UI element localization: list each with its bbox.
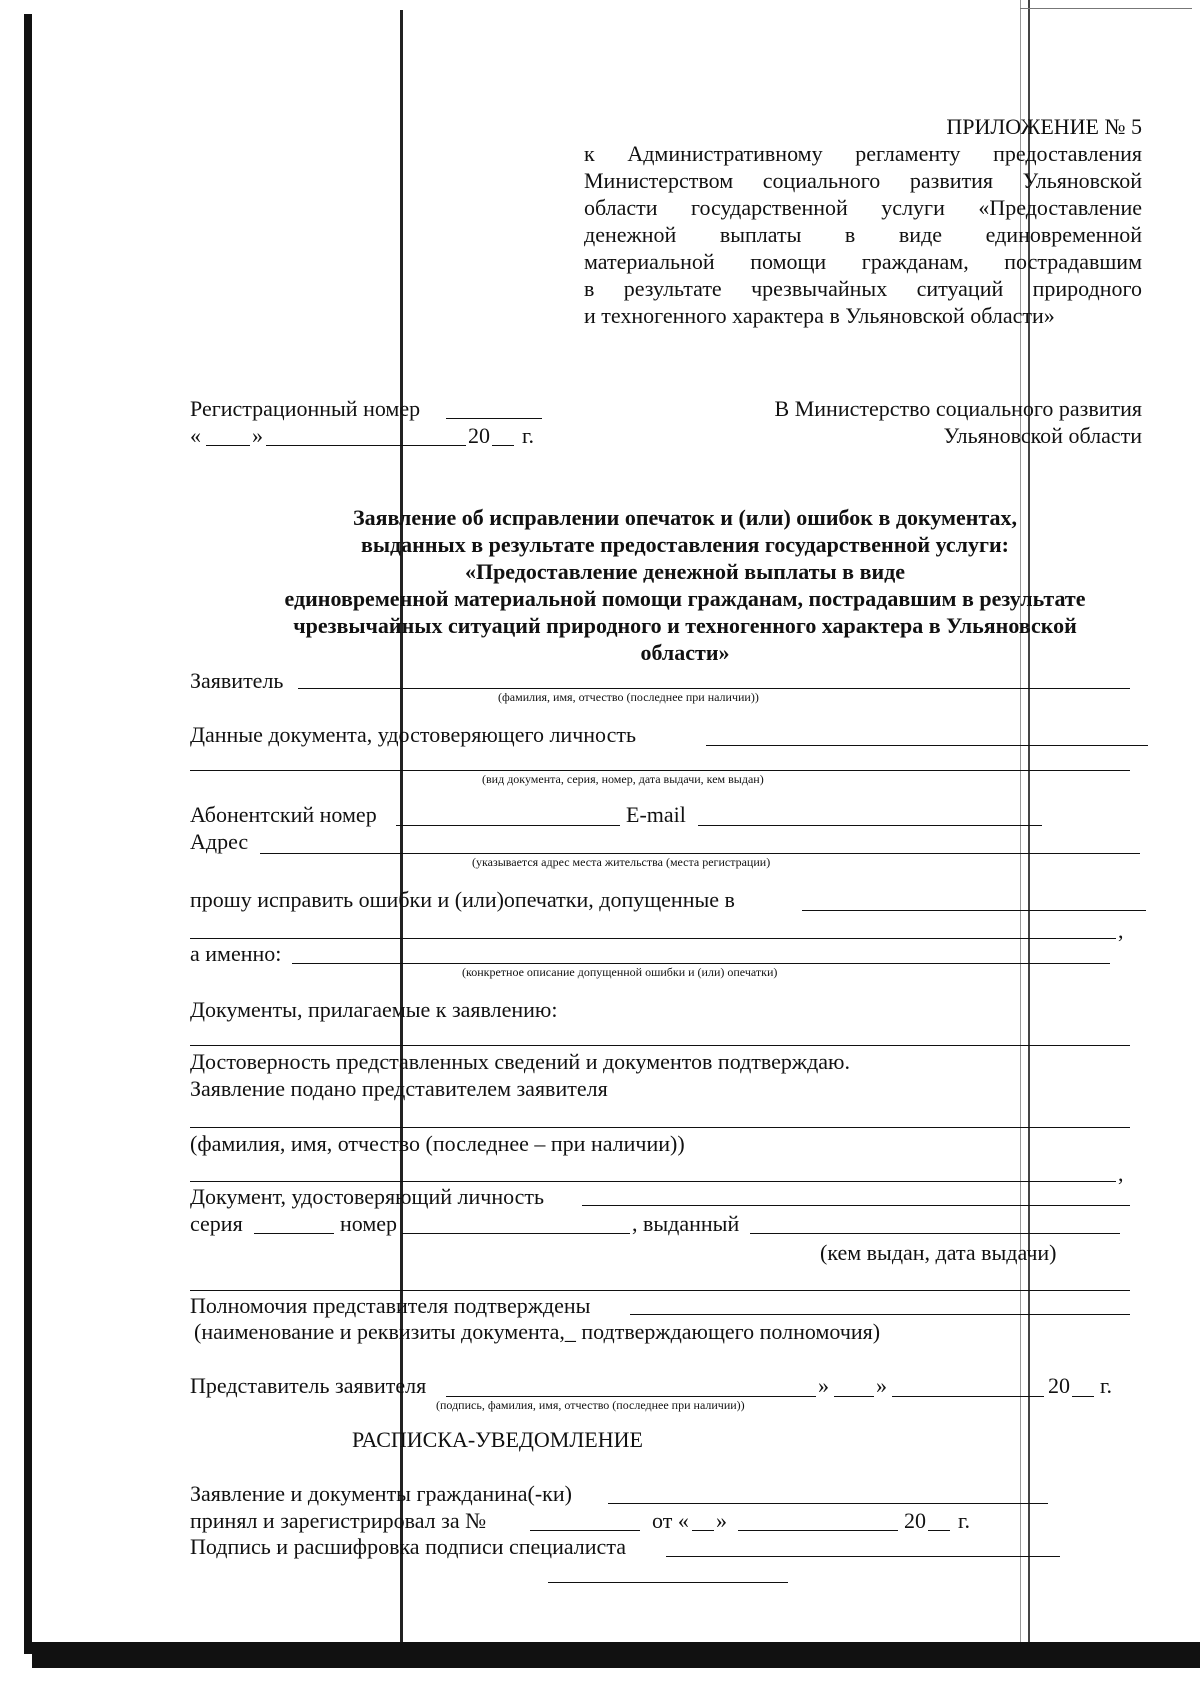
- registration-year-field[interactable]: [492, 445, 514, 446]
- receipt-number-field[interactable]: [530, 1530, 640, 1531]
- heading-line: «Предоставление денежной выплаты в виде: [464, 559, 906, 584]
- request-comma: ,: [1118, 918, 1124, 943]
- rep-sign-label: Представитель заявителя: [190, 1373, 427, 1398]
- issued-label: , выданный: [632, 1211, 740, 1236]
- id-doc-hint: (вид документа, серия, номер, дата выдачи, кем выдан): [482, 772, 764, 786]
- confirm-text: Достоверность представленных сведений и документов подтверждаю.: [190, 1049, 850, 1074]
- registration-year: 20: [468, 423, 490, 448]
- address-field[interactable]: [260, 853, 1140, 854]
- applicant-field[interactable]: [298, 688, 1130, 689]
- rep-doc-field[interactable]: [582, 1205, 1130, 1206]
- heading-line: выданных в результате предоставления государственной услуги:: [360, 532, 1009, 557]
- receipt-year: 20: [904, 1508, 926, 1533]
- attachments-field[interactable]: [190, 1045, 1130, 1046]
- registration-date-open: «: [190, 423, 201, 448]
- receipt-title: РАСПИСКА-УВЕДОМЛЕНИЕ: [352, 1427, 643, 1452]
- phone-field[interactable]: [396, 825, 620, 826]
- namely-label: а именно:: [190, 941, 282, 966]
- appendix-body: [584, 140, 1142, 329]
- request-field-2[interactable]: [190, 938, 1116, 939]
- issued-field-2[interactable]: [190, 1290, 1130, 1291]
- receipt-year-suffix: г.: [958, 1508, 971, 1533]
- heading-line: Заявление об исправлении опечаток и (или) ошибок в документах,: [352, 505, 1018, 530]
- issued-hint: (кем выдан, дата выдачи): [820, 1240, 1057, 1265]
- rep-sign-month-field[interactable]: [892, 1396, 1044, 1397]
- applicant-label: Заявитель: [190, 668, 284, 693]
- heading-line: единовременной материальной помощи гражданам, пострадавшим в результате: [284, 586, 1086, 611]
- id-doc-field[interactable]: [706, 745, 1148, 746]
- rep-name-comma: ,: [1118, 1161, 1124, 1186]
- rep-sign-hint: (подпись, фамилия, имя, отчество (последнее при наличии)): [436, 1398, 745, 1412]
- rep-name-field[interactable]: [190, 1127, 1130, 1128]
- address-hint: (указывается адрес места жительства (места регистрации): [472, 855, 771, 869]
- addressee-line-2: Ульяновской области: [943, 423, 1142, 448]
- rep-sign-field[interactable]: [446, 1396, 816, 1397]
- appendix-line: к Административному регламенту предоставления: [584, 141, 1142, 166]
- number-label: номер: [340, 1211, 398, 1236]
- receipt-month-field[interactable]: [738, 1530, 898, 1531]
- addressee-line-1: В Министерство социального развития: [774, 396, 1142, 421]
- authority-label: Полномочия представителя подтверждены: [190, 1293, 591, 1318]
- namely-field[interactable]: [292, 963, 1110, 964]
- namely-hint: (конкретное описание допущенной ошибки и (или) опечатки): [462, 965, 778, 979]
- rep-sign-year: 20: [1048, 1373, 1070, 1398]
- receipt-from-label: от «: [652, 1508, 689, 1533]
- appendix-line: в результате чрезвычайных ситуаций природного: [584, 276, 1142, 301]
- appendix-line: материальной помощи гражданам, пострадавшим: [584, 249, 1142, 274]
- rep-name-hint: (фамилия, имя, отчество (последнее – при наличии)): [190, 1131, 685, 1156]
- scan-top-line: [1020, 8, 1192, 9]
- rep-sign-year-suffix: г.: [1100, 1373, 1113, 1398]
- receipt-year-field[interactable]: [928, 1530, 950, 1531]
- scan-edge-bottom: [32, 1642, 1200, 1668]
- number-field[interactable]: [402, 1233, 630, 1234]
- address-label: Адрес: [190, 829, 249, 854]
- rep-sign-quote1: »: [818, 1373, 829, 1398]
- rep-sign-day-field[interactable]: [834, 1396, 874, 1397]
- registration-month-field[interactable]: [266, 445, 466, 446]
- email-label: E-mail: [626, 802, 686, 827]
- scan-edge-left: [24, 14, 32, 1654]
- heading-line: области»: [640, 640, 730, 665]
- receipt-extra-line[interactable]: [548, 1582, 788, 1583]
- authority-hint: (наименование и реквизиты документа,_ подтверждающего полномочия): [194, 1319, 881, 1344]
- receipt-from-close: »: [716, 1508, 727, 1533]
- rep-sign-quote2: »: [876, 1373, 887, 1398]
- email-field[interactable]: [698, 825, 1042, 826]
- receipt-signature-label: Подпись и расшифровка подписи специалиста: [190, 1534, 626, 1559]
- phone-label: Абонентский номер: [190, 802, 377, 827]
- series-label: серия: [190, 1211, 243, 1236]
- series-field[interactable]: [254, 1233, 334, 1234]
- registration-number-field[interactable]: [446, 418, 542, 419]
- receipt-docs-label: Заявление и документы гражданина(-ки): [190, 1481, 572, 1506]
- appendix-title: ПРИЛОЖЕНИЕ № 5: [946, 114, 1142, 139]
- authority-field[interactable]: [630, 1314, 1130, 1315]
- receipt-day-field[interactable]: [692, 1530, 714, 1531]
- receipt-citizen-field[interactable]: [608, 1503, 1048, 1504]
- rep-submitted-text: Заявление подано представителем заявителя: [190, 1076, 608, 1101]
- appendix-line: денежной выплаты в виде единовременной: [584, 222, 1142, 247]
- appendix-line: области государственной услуги «Предоставление: [584, 195, 1142, 220]
- registration-year-suffix: г.: [522, 423, 535, 448]
- rep-sign-year-field[interactable]: [1072, 1396, 1094, 1397]
- applicant-hint: (фамилия, имя, отчество (последнее при наличии)): [498, 690, 759, 704]
- request-field[interactable]: [802, 910, 1146, 911]
- heading-line: чрезвычайных ситуаций природного и техногенного характера в Ульяновской: [293, 613, 1077, 638]
- appendix-block: [584, 113, 1142, 329]
- request-label: прошу исправить ошибки и (или)опечатки, допущенные в: [190, 887, 735, 912]
- registration-label: Регистрационный номер: [190, 396, 421, 421]
- rep-name-field-2[interactable]: [190, 1181, 1116, 1182]
- rep-doc-label: Документ, удостоверяющий личность: [190, 1184, 545, 1209]
- id-doc-field-2[interactable]: [190, 770, 1130, 771]
- attachments-label: Документы, прилагаемые к заявлению:: [190, 997, 558, 1022]
- appendix-line: Министерством социального развития Ульяновской: [584, 168, 1142, 193]
- id-doc-label: Данные документа, удостоверяющего личность: [190, 722, 637, 747]
- registration-day-field[interactable]: [206, 445, 250, 446]
- receipt-accepted-label: принял и зарегистрировал за №: [190, 1508, 487, 1533]
- receipt-signature-field[interactable]: [666, 1556, 1060, 1557]
- registration-date-close: »: [252, 423, 263, 448]
- appendix-line: и техногенного характера в Ульяновской области»: [584, 303, 1055, 328]
- document-heading: [210, 504, 1160, 666]
- issued-field[interactable]: [750, 1233, 1120, 1234]
